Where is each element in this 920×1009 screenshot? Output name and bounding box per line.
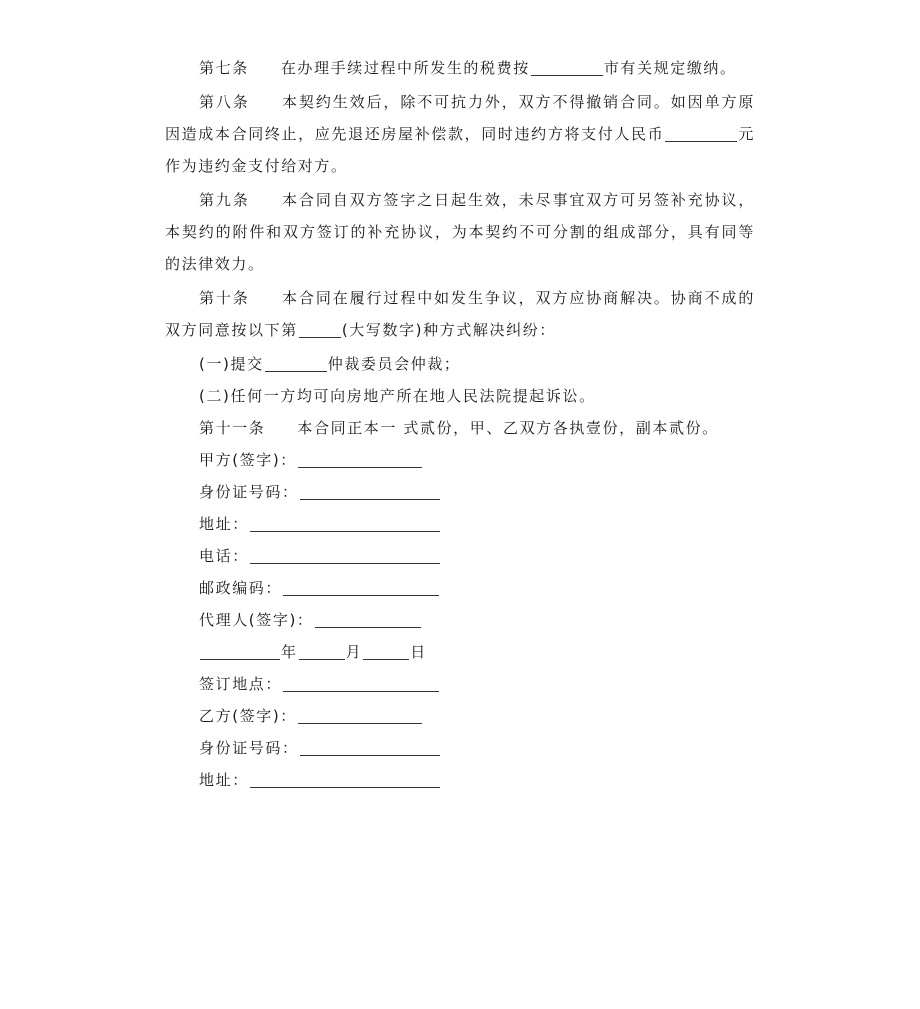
day-blank [363, 641, 409, 660]
article-9-heading: 第九条 [199, 191, 250, 209]
party-b-sign-label: 乙方(签字)： [199, 707, 297, 725]
year-label: 年 [281, 643, 298, 661]
article-11-heading: 第十一条 [199, 419, 266, 437]
year-blank [200, 641, 280, 660]
article-7-heading: 第七条 [199, 59, 249, 77]
article-9 [165, 184, 755, 280]
option-2 [165, 380, 755, 412]
article-7-text-a: 在办理手续过程中所发生的税费按 [280, 59, 530, 77]
party-b-id-label: 身份证号码： [199, 739, 299, 757]
party-a-sign-row [165, 444, 755, 476]
date-row [165, 636, 755, 668]
party-b-address-label: 地址： [199, 771, 249, 789]
penalty-amount-blank [665, 123, 737, 142]
party-b-sign-row [165, 700, 755, 732]
party-a-agent-row [165, 604, 755, 636]
option-1-text-b: 仲裁委员会仲裁； [327, 355, 461, 373]
party-b-id-row [165, 732, 755, 764]
party-a-address-label: 地址： [199, 515, 249, 533]
party-a-postcode-row [165, 572, 755, 604]
article-8 [165, 86, 755, 182]
party-b-address-blank [250, 769, 440, 788]
article-9-text: 本合同自双方签字之日起生效，未尽事宜双方可另签补充协议，本契约的附件和双方签订的补充协议，为本契约不可分割的组成部分，具有同等的法律效力。 [165, 191, 755, 273]
article-7-text-b: 市有关规定缴纳。 [603, 59, 737, 77]
arbitration-blank [265, 353, 327, 372]
party-a-sign-blank [298, 449, 422, 468]
article-10-heading: 第十条 [199, 289, 250, 307]
method-number-blank [299, 319, 341, 338]
article-8-text-b: 元作为违约金支付给对方。 [165, 125, 755, 175]
article-11-text: 本合同正本一 式贰份，甲、乙双方各执壹份，副本贰份。 [297, 419, 719, 437]
party-a-postcode-label: 邮政编码： [199, 579, 283, 597]
party-a-address-blank [250, 513, 440, 532]
signing-place-row [165, 668, 755, 700]
party-a-phone-row [165, 540, 755, 572]
party-a-postcode-blank [283, 577, 439, 596]
party-b-address-row [165, 764, 755, 796]
party-b-id-blank [300, 737, 440, 756]
signing-place-blank [283, 673, 439, 692]
day-label: 日 [410, 643, 427, 661]
article-10 [165, 282, 755, 346]
party-a-phone-blank [250, 545, 440, 564]
party-a-sign-label: 甲方(签字)： [199, 451, 297, 469]
contract-document [165, 52, 755, 796]
option-1-text-a: (一)提交 [199, 355, 264, 373]
party-a-agent-blank [315, 609, 421, 628]
option-1 [165, 348, 755, 380]
city-blank [531, 57, 603, 76]
party-a-phone-label: 电话： [199, 547, 249, 565]
party-b-sign-blank [298, 705, 422, 724]
option-2-text: (二)任何一方均可向房地产所在地人民法院提起诉讼。 [199, 387, 596, 405]
article-8-text-a: 本契约生效后，除不可抗力外，双方不得撤销合同。如因单方原因造成本合同终止，应先退还房屋补偿款，同时违约方将支付人民币 [165, 93, 755, 143]
signing-place-label: 签订地点： [199, 675, 283, 693]
party-a-agent-label: 代理人(签字)： [199, 611, 314, 629]
month-blank [299, 641, 345, 660]
party-a-id-row [165, 476, 755, 508]
party-a-address-row [165, 508, 755, 540]
month-label: 月 [345, 643, 363, 661]
article-10-text-b: (大写数字)种方式解决纠纷： [341, 321, 556, 339]
article-11 [165, 412, 755, 444]
article-7 [165, 52, 755, 84]
party-a-id-label: 身份证号码： [199, 483, 299, 501]
article-10-text-a: 本合同在履行过程中如发生争议，双方应协商解决。协商不成的双方同意按以下第 [165, 289, 755, 339]
article-8-heading: 第八条 [199, 93, 250, 111]
party-a-id-blank [300, 481, 440, 500]
